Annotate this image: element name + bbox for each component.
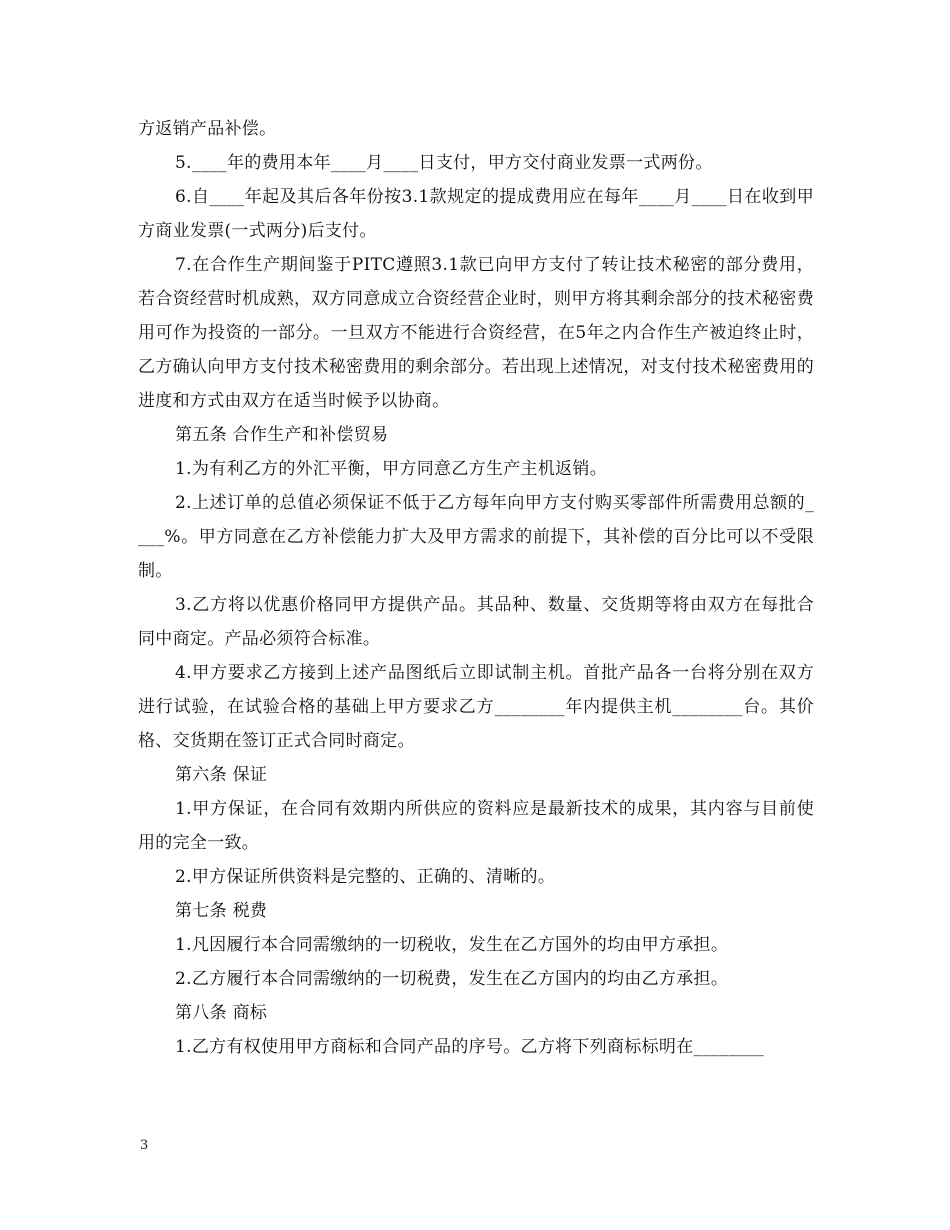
paragraph: 5.____年的费用本年____月____日支付，甲方交付商业发票一式两份。 [175,153,713,173]
paragraph: 方返销产品补偿。 [138,119,277,139]
paragraph: 1.凡因履行本合同需缴纳的一切税收，发生在乙方国外的均由甲方承担。 [175,935,729,955]
section-heading: 第八条 商标 [175,1003,268,1023]
paragraph: 1.为有利乙方的外汇平衡，甲方同意乙方生产主机返销。 [175,459,608,479]
section-heading: 第六条 保证 [175,765,268,785]
paragraph: 2.乙方履行本合同需缴纳的一切税费，发生在乙方国内的均由乙方承担。 [175,969,729,989]
paragraph: 1.甲方保证，在合同有效期内所供应的资料应是最新技术的成果，其内容与目前使用的完全一致。 [138,799,814,853]
paragraph: 7.在合作生产期间鉴于PITC遵照3.1款已向甲方支付了转让技术秘密的部分费用，若合资经营时机成熟，双方同意成立合资经营企业时，则甲方将其剩余部分的技术秘密费用可作为投资的一部分。一旦双方不能进行合资经营，在5年之内合作生产被迫终止时，乙方确认向甲方支付技术秘密费用的剩余部分。若出现上述情况，对支付技术秘密费用的进度和方式由双方在适当时候予以协商。 [138,255,814,411]
paragraph: 1.乙方有权使用甲方商标和合同产品的序号。乙方将下列商标标明在________ [175,1037,764,1057]
document-body [138,112,814,1064]
paragraph: 2.甲方保证所供资料是完整的、正确的、清晰的。 [175,867,556,887]
section-heading: 第七条 税费 [175,901,268,921]
paragraph: 3.乙方将以优惠价格同甲方提供产品。其品种、数量、交货期等将由双方在每批合同中商定。产品必须符合标准。 [138,595,814,649]
paragraph: 2.上述订单的总值必须保证不低于乙方每年向甲方支付购买零部件所需费用总额的____%。甲方同意在乙方补偿能力扩大及甲方需求的前提下，其补偿的百分比可以不受限制。 [138,493,814,581]
paragraph: 6.自____年起及其后各年份按3.1款规定的提成费用应在每年____月____日在收到甲方商业发票(一式两分)后支付。 [138,187,814,241]
section-heading: 第五条 合作生产和补偿贸易 [175,425,389,445]
page-number: 3 [140,1138,149,1153]
paragraph: 4.甲方要求乙方接到上述产品图纸后立即试制主机。首批产品各一台将分别在双方进行试验，在试验合格的基础上甲方要求乙方________年内提供主机________台。其价格、交货期在签订正式合同时商定。 [138,663,814,751]
